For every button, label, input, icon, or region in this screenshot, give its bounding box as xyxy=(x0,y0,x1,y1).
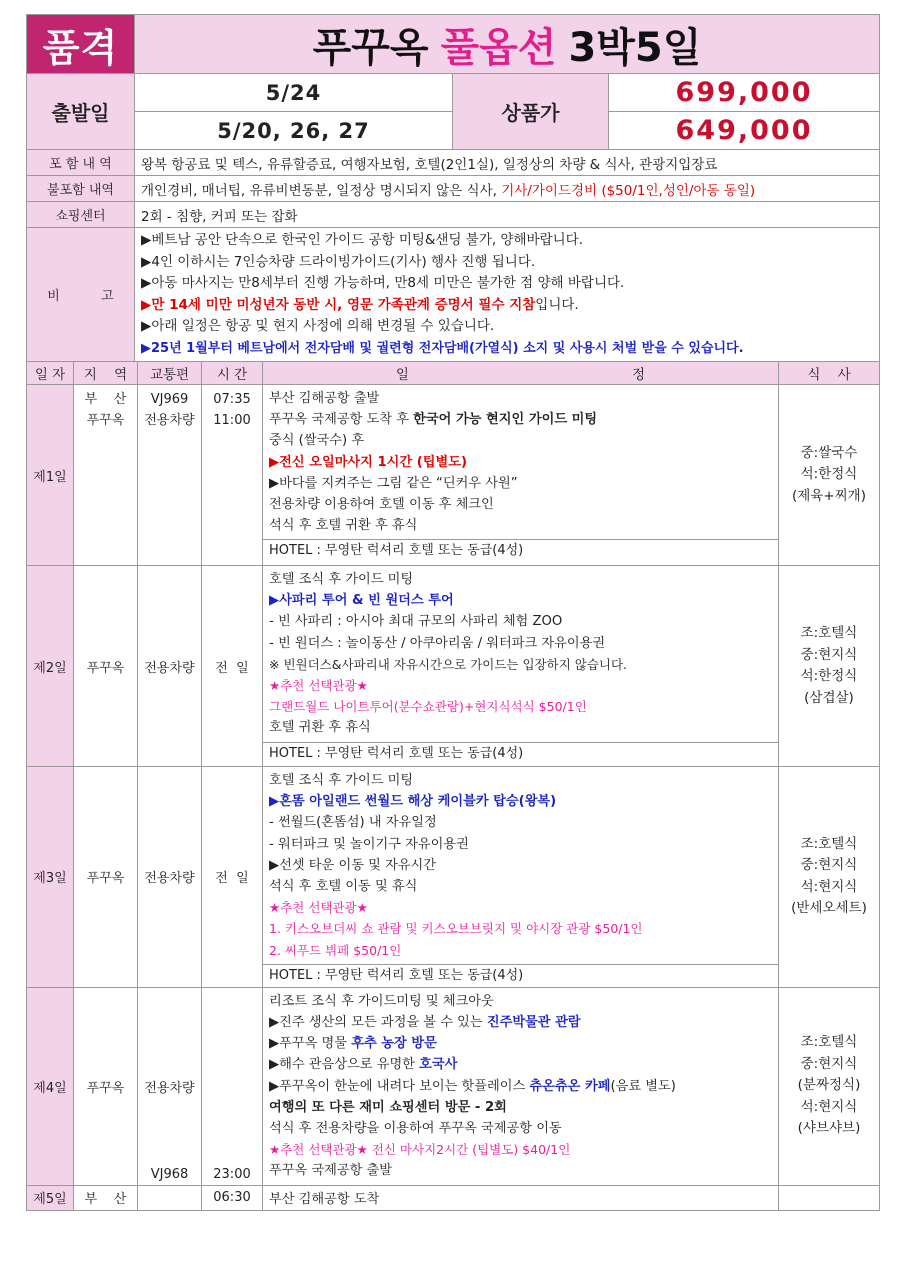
meal-item: (분짜정식) xyxy=(797,1077,861,1094)
schedule-line xyxy=(269,1012,772,1033)
day-schedule: 부산 김해공항 도착 xyxy=(263,1185,779,1210)
day-time xyxy=(202,987,263,1185)
header-meal: 식 사 xyxy=(779,362,880,385)
meal-item: (삼겹살) xyxy=(804,689,854,706)
note-item: ▶베트남 공안 단속으로 한국인 가이드 공항 미팅&샌딩 불가, 양해바랍니다. xyxy=(141,232,584,248)
day-schedule xyxy=(263,566,779,767)
price-label: 상품가 xyxy=(453,74,609,150)
schedule-line: - 빈 원더스 : 놀이동산 / 아쿠아리움 / 워터파크 자유이용권 xyxy=(269,635,606,651)
day-label: 제1일 xyxy=(27,385,74,566)
schedule-line: ▶사파리 투어 & 빈 원더스 투어 xyxy=(269,593,454,609)
day-time: 전 일 xyxy=(202,767,263,988)
included-value: 왕복 항공료 및 텍스, 유류할증료, 여행자보험, 호텔(2인1실), 일정상의 차량 & 식사, 관광지입장료 xyxy=(135,150,880,176)
schedule-line: ★추천 선택관광★ 전신 마사지2시간 (팁별도) $40/1인 xyxy=(269,1142,571,1158)
meal-item: 중:쌀국수 xyxy=(800,444,858,461)
schedule-text: ▶푸꾸옥 명물 xyxy=(269,1036,352,1052)
notes-list xyxy=(135,228,880,362)
schedule-line: 부산 김해공항 출발 xyxy=(269,391,380,406)
header-schedule: 일 정 xyxy=(263,362,779,385)
schedule-lines xyxy=(263,988,778,1185)
day-region: 부 산 xyxy=(74,1185,138,1210)
price-table xyxy=(26,73,880,150)
header-table xyxy=(26,14,880,74)
schedule-line: 푸꾸옥 국제공항 출발 xyxy=(269,1163,393,1179)
day-label: 제4일 xyxy=(27,987,74,1185)
schedule-line xyxy=(269,1033,772,1054)
schedule-line: 여행의 또 다른 재미 쇼핑센터 방문 - 2회 xyxy=(269,1099,507,1115)
schedule-line: 호텔 조식 후 가이드 미팅 xyxy=(269,773,414,788)
time-text: 11:00 xyxy=(213,413,251,428)
day-schedule xyxy=(263,767,779,988)
departure-label: 출발일 xyxy=(27,74,135,150)
meal-item: 중:현지식 xyxy=(800,646,858,663)
schedule-lines xyxy=(263,566,778,742)
header-transport: 교통편 xyxy=(138,362,202,385)
note-item xyxy=(141,295,873,317)
meal-item: 조:호텔식 xyxy=(800,835,858,852)
price-value: 649,000 xyxy=(609,112,880,150)
departure-date: 5/24 xyxy=(135,74,453,112)
day-transport xyxy=(138,987,202,1185)
day-region: 푸꾸옥 xyxy=(74,987,138,1185)
day-schedule xyxy=(263,385,779,566)
info-table xyxy=(26,149,880,362)
hotel-info: HOTEL : 무영탄 럭셔리 호텔 또는 동급(4성) xyxy=(263,964,778,987)
flight-number: VJ969 xyxy=(150,392,189,407)
schedule-line: - 썬월드(혼똠섬) 내 자유일정 xyxy=(269,815,437,831)
flight-number: VJ968 xyxy=(150,1166,189,1182)
schedule-lines xyxy=(263,385,778,539)
schedule-line: 석식 후 전용차량을 이용하여 푸꾸옥 국제공항 이동 xyxy=(269,1121,562,1137)
schedule-text: ▶해수 관음상으로 유명한 xyxy=(269,1057,420,1073)
meal-item: 석:한정식 xyxy=(800,466,858,483)
schedule-line: 호텔 조식 후 가이드 미팅 xyxy=(269,572,414,587)
note-item: ▶4인 이하시는 7인승차량 드라이빙가이드(기사) 행사 진행 됩니다. xyxy=(141,253,536,270)
schedule-text: 푸꾸옥 국제공항 도착 후 xyxy=(269,412,414,428)
day-meals xyxy=(779,987,880,1185)
schedule-line: ▶바다를 지켜주는 그림 같은 “딘커우 사원” xyxy=(269,475,518,491)
header-region: 지 역 xyxy=(74,362,138,385)
note-suffix: 입니다. xyxy=(535,296,579,313)
note-arrow: ▶ xyxy=(141,296,152,313)
shopping-label: 쇼핑센터 xyxy=(27,202,135,228)
meal-item: 조:호텔식 xyxy=(800,1034,858,1051)
note-highlight: 만 14세 미만 미성년자 동반 시, 영문 가족관계 증명서 필수 지참 xyxy=(151,296,536,313)
schedule-lines xyxy=(263,767,778,964)
excluded-text: 개인경비, 매너팁, 유류비변동분, 일정상 명시되지 않은 식사, xyxy=(141,182,502,199)
schedule-line: ▶전신 오일마사지 1시간 (팁별도) xyxy=(269,454,468,470)
schedule-line: 전용차량 이용하여 호텔 이동 후 체크인 xyxy=(269,497,494,513)
schedule-highlight: 후추 농장 방문 xyxy=(351,1036,437,1052)
departure-date: 5/20, 26, 27 xyxy=(135,112,453,150)
day-label: 제5일 xyxy=(27,1185,74,1210)
included-label: 포 함 내 역 xyxy=(27,150,135,176)
meal-item: 석:한정식 xyxy=(800,668,858,684)
meal-item: 석:현지식 xyxy=(800,1098,858,1115)
schedule-text: ▶푸꾸옥이 한눈에 내려다 보이는 핫플레이스 xyxy=(269,1078,530,1094)
note-item: ▶아동 마사지는 만8세부터 진행 가능하며, 만8세 미만은 불가한 점 양해 바랍니다. xyxy=(141,275,625,291)
excluded-value xyxy=(135,176,880,202)
hotel-info: HOTEL : 무영탄 럭셔리 호텔 또는 동급(4성) xyxy=(263,539,778,562)
header-day: 일 자 xyxy=(27,362,74,385)
day-transport xyxy=(138,1185,202,1210)
schedule-text: ▶진주 생산의 모든 과정을 볼 수 있는 xyxy=(269,1015,487,1031)
transport-text: 전용차량 xyxy=(144,1080,195,1096)
note-item: ▶아래 일정은 항공 및 현지 사정에 의해 변경될 수 있습니다. xyxy=(141,318,495,334)
schedule-line xyxy=(269,1076,772,1097)
day-region: 푸꾸옥 xyxy=(74,566,138,767)
schedule-line: - 워터파크 및 놀이기구 자유이용권 xyxy=(269,836,469,852)
meal-item: 중:현지식 xyxy=(800,1055,858,1072)
schedule-line: ▶선셋 타운 이동 및 자유시간 xyxy=(269,857,437,873)
schedule-line: 석식 후 호텔 귀환 후 휴식 xyxy=(269,518,418,534)
price-value: 699,000 xyxy=(609,74,880,112)
region-text: 푸꾸옥 xyxy=(86,413,125,428)
shopping-value: 2회 - 침향, 커피 또는 잡화 xyxy=(135,202,880,228)
day-time xyxy=(202,385,263,566)
itinerary-sheet xyxy=(26,14,879,1211)
meal-item: 조:호텔식 xyxy=(800,625,858,641)
transport-text: 전용차량 xyxy=(144,413,195,428)
schedule-highlight: 츄온츄온 카페 xyxy=(529,1078,611,1094)
day-region xyxy=(74,385,138,566)
excluded-guide-fee: 기사/가이드경비 ($50/1인,성인/아동 동일) xyxy=(501,182,756,199)
schedule-text: (음료 별도) xyxy=(610,1078,676,1094)
schedule-line: 석식 후 호텔 이동 및 휴식 xyxy=(269,879,418,895)
excluded-label: 불포함 내역 xyxy=(27,176,135,202)
schedule-highlight: 한국어 가능 현지인 가이드 미팅 xyxy=(413,412,598,428)
day-label: 제3일 xyxy=(27,767,74,988)
region-text: 부 산 xyxy=(84,392,127,407)
time-text: 23:00 xyxy=(213,1166,251,1182)
grade-badge: 품격 xyxy=(27,15,135,74)
day-transport xyxy=(138,385,202,566)
meal-item: (반세오세트) xyxy=(791,900,867,917)
schedule-line: ▶혼똠 아일랜드 썬월드 해상 케이블카 탑승(왕복) xyxy=(269,794,557,810)
meal-item: (제육+찌개) xyxy=(791,487,866,504)
title-highlight: 풀옵션 xyxy=(440,24,557,71)
title-destination: 푸꾸옥 xyxy=(312,24,429,71)
schedule-line: ※ 빈원더스&사파리내 자유시간으로 가이드는 입장하지 않습니다. xyxy=(269,656,628,672)
schedule-line: 호텔 귀환 후 휴식 xyxy=(269,720,371,736)
time-text: 07:35 xyxy=(213,392,251,407)
schedule-highlight: 호국사 xyxy=(419,1057,458,1073)
note-item: ▶25년 1월부터 베트남에서 전자담배 및 궐련형 전자담배(가열식) 소지 및 사용시 처벌 받을 수 있습니다. xyxy=(141,340,744,356)
schedule-line: 그랜드월드 나이트투어(분수쇼관람)+현지식석식 $50/1인 xyxy=(269,699,587,715)
notes-label: 비 고 xyxy=(27,228,135,362)
header-time: 시 간 xyxy=(202,362,263,385)
day-schedule xyxy=(263,987,779,1185)
schedule-line: ★추천 선택관광★ xyxy=(269,678,368,694)
day-meals xyxy=(779,385,880,566)
schedule-line: 리조트 조식 후 가이드미팅 및 체크아웃 xyxy=(269,993,494,1009)
day-meals xyxy=(779,767,880,988)
schedule-line xyxy=(269,1054,772,1075)
meal-item: (샤브샤브) xyxy=(797,1120,861,1137)
schedule-line: 1. 키스오브더씨 쇼 관람 및 키스오브브릿지 및 야시장 관광 $50/1인 xyxy=(269,921,643,937)
day-transport: 전용차량 xyxy=(138,767,202,988)
hotel-info: HOTEL : 무영탄 럭셔리 호텔 또는 동급(4성) xyxy=(263,742,778,765)
day-region: 푸꾸옥 xyxy=(74,767,138,988)
day-time: 06:30 xyxy=(202,1185,263,1210)
day-time: 전 일 xyxy=(202,566,263,767)
title-duration: 3박5일 xyxy=(568,24,702,71)
day-meals xyxy=(779,1185,880,1210)
day-meals xyxy=(779,566,880,767)
page-title xyxy=(135,15,880,74)
schedule-line: ★추천 선택관광★ xyxy=(269,900,368,916)
schedule-highlight: 진주박물관 관람 xyxy=(486,1015,581,1031)
day-transport: 전용차량 xyxy=(138,566,202,767)
schedule-line: 2. 씨푸드 뷔페 $50/1인 xyxy=(269,942,402,958)
day-label: 제2일 xyxy=(27,566,74,767)
schedule-line xyxy=(269,409,772,430)
meal-item: 중:현지식 xyxy=(800,857,858,874)
meal-item: 석:현지식 xyxy=(800,878,858,895)
schedule-line: - 빈 사파리 : 아시아 최대 규모의 사파리 체험 ZOO xyxy=(269,614,563,630)
itinerary-table xyxy=(26,361,880,1211)
schedule-line: 중식 (쌀국수) 후 xyxy=(269,433,365,449)
